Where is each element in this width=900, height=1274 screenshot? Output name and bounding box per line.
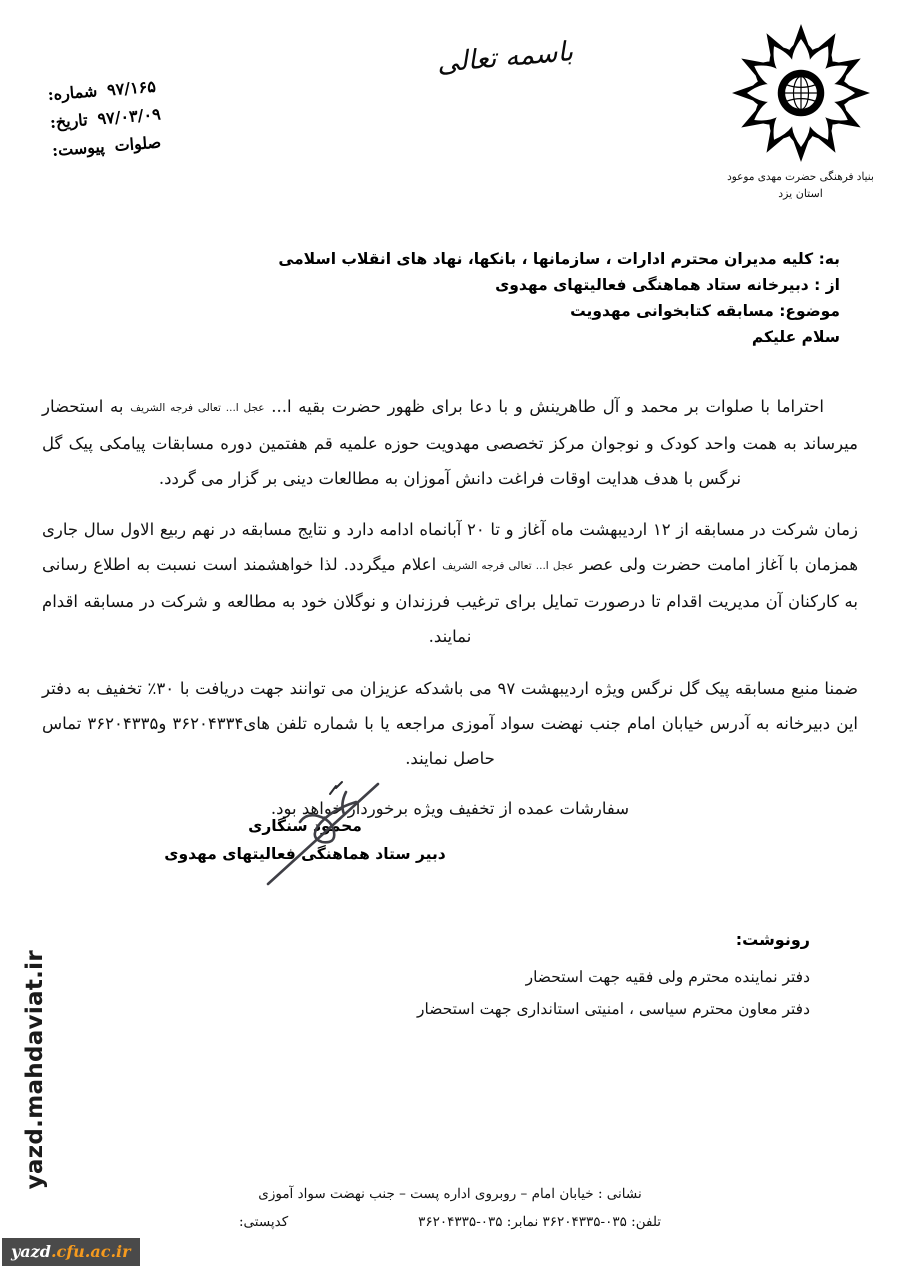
letter-attachment-value: صلوات xyxy=(113,132,162,156)
footer-address: نشانی : خیابان امام – روبروی اداره پست – جنب نهضت سواد آموزی xyxy=(258,1186,642,1202)
greeting-line: سلام علیکم xyxy=(751,328,840,346)
signatory-name: محمود سنگاری xyxy=(248,817,362,835)
basmaleh-invocation: باسمه تعالی xyxy=(435,36,575,79)
logo-caption-province: استان یزد xyxy=(778,187,823,200)
signature-block xyxy=(140,812,470,868)
subject-line: موضوع: مسابقه کتابخوانی مهدویت xyxy=(570,302,840,320)
carbon-copy-title: رونوشت: xyxy=(735,930,810,949)
letter-attachment-label: پیوست: xyxy=(51,136,106,160)
carbon-copy-block xyxy=(250,930,810,1025)
footer-contact-row xyxy=(0,1208,900,1236)
paragraph-2-honorific: عجل ا... تعالی فرجه الشریف xyxy=(442,560,574,572)
letter-footer xyxy=(0,1180,900,1236)
letter-number-label: شماره: xyxy=(46,81,98,105)
body-paragraph-1 xyxy=(36,389,864,496)
footer-postal-label: کدپستی: xyxy=(238,1214,289,1230)
letter-number-value: ۹۷/۱۶۵ xyxy=(106,76,157,100)
sender-line: از : دبیرخانه ستاد هماهنگی فعالیتهای مهدوی xyxy=(495,276,840,294)
organization-logo xyxy=(718,18,883,200)
recipient-line: به: کلیه مدیران محترم ادارات ، سازمانها ، بانکها، نهاد های انقلاب اسلامی xyxy=(278,250,840,268)
body-paragraph-2 xyxy=(36,512,864,654)
footer-contact: تلفن: ۰۳۵-۳۶۲۰۴۳۳۵ نمابر: ۰۳۵-۳۶۲۰۴۳۳۵ xyxy=(418,1214,662,1230)
paragraph-2-part-a: زمان شرکت در مسابقه از ۱۲ اردیبهشت ماه آغاز و تا ۲۰ آبانماه ادامه دارد و نتایج مسابقه در نهم ربیع الاول سال جاری همزمان با آغاز امامت حضرت ولی عصر xyxy=(42,520,859,574)
carbon-copy-item: دفتر نماینده محترم ولی فقیه جهت استحضار xyxy=(525,968,810,986)
paragraph-1-part-b: به استحضار میرساند به همت واحد کودک و نوجوان مرکز تخصصی مهدویت حوزه علمیه قم هفتمین دوره مسابقات پیامکی پیک گل نرگس با هدف هدایت اوقات فراغت دانش آموزان به مطالعات دینی بر گزار می گردد. xyxy=(42,396,858,488)
watermark-badge-secondary: .cfu.ac.ir xyxy=(50,1242,131,1261)
watermark-site-badge xyxy=(2,1238,140,1266)
letter-number-row xyxy=(47,71,228,104)
letter-attachment-row xyxy=(51,127,232,160)
addressing-block xyxy=(40,246,860,350)
carbon-copy-item: دفتر معاون محترم سیاسی ، امنیتی استانداری جهت استحضار xyxy=(417,1000,810,1018)
letter-body xyxy=(36,372,864,835)
watermark-badge-primary: yazd xyxy=(11,1242,51,1261)
signatory-title: دبیر ستاد هماهنگی فعالیتهای مهدوی xyxy=(164,845,446,863)
paragraph-2-part-b: اعلام میگردد. لذا خواهشمند است نسبت به اطلاع رسانی به کارکنان آن مدیریت اقدام تا درصورت تمایل برای ترغیب فرزندان و نوگلان خود به مطالعه و شرکت در مسابقه اقدام نمایند. xyxy=(42,555,858,646)
letterhead xyxy=(0,0,900,215)
logo-caption-organization: بنیاد فرهنگی حضرت مهدی موعود xyxy=(727,170,874,183)
watermark-site-vertical: yazd.mahdaviat.ir xyxy=(22,949,48,1189)
letter-date-row xyxy=(49,99,230,132)
letter-date-value: ۹۷/۰۳/۰۹ xyxy=(96,104,162,129)
body-paragraph-3: ضمنا منبع مسابقه پیک گل نرگس ویژه اردیبهشت ۹۷ می باشدکه عزیزان می توانند جهت دریافت با ۳۰٪ تخفیف به دفتر این دبیرخانه به آدرس خیابان امام جنب نهضت سواد آموزی مراجعه یا با شماره تلفن های۳۶۲۰۴۳۳۴ و۳۶۲۰۴۳۳۵ تماس حاصل نمایند. xyxy=(42,678,858,768)
letter-date-label: تاریخ: xyxy=(49,110,89,133)
rosette-globe-emblem-icon xyxy=(726,18,876,168)
body-paragraph-4: سفارشات عمده از تخفیف ویژه برخوردار خواهد بود. xyxy=(270,799,630,818)
paragraph-1-honorific: عجل ا... تعالی فرجه الشریف xyxy=(130,401,265,414)
paragraph-1-part-a: احتراما با صلوات بر محمد و آل طاهرینش و با دعا برای ظهور حضرت بقیه ا... xyxy=(271,396,824,416)
letter-metadata xyxy=(47,71,233,169)
